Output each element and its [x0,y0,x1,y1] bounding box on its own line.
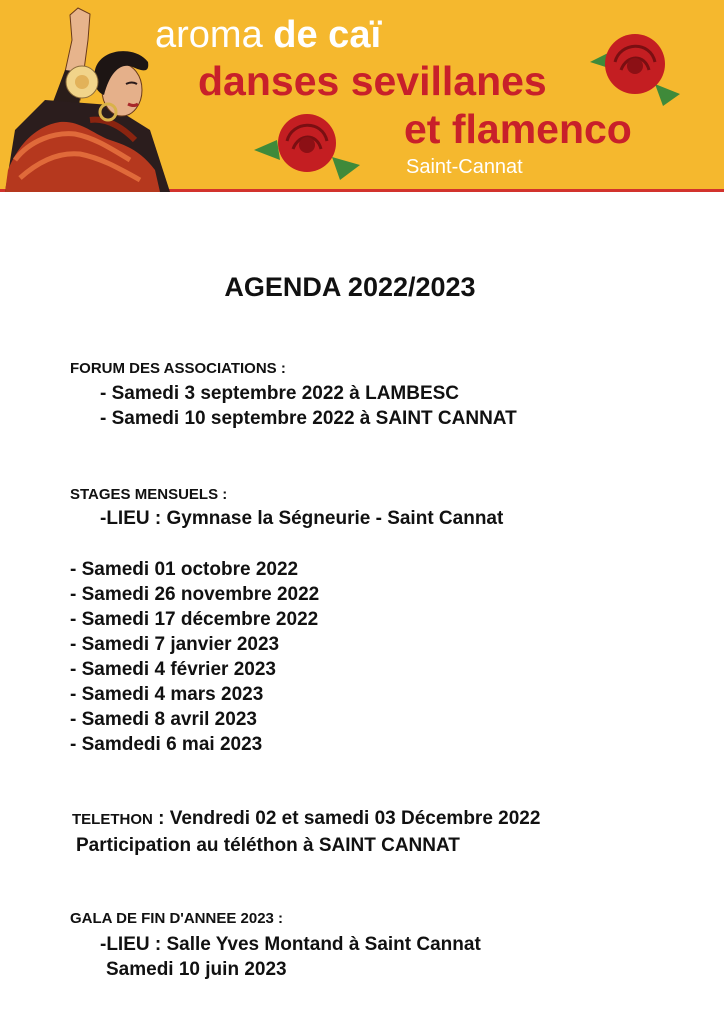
telethon-line [72,808,540,830]
banner-title-line1: danses sevillanes [198,58,547,104]
gala-heading: GALA DE FIN D'ANNEE 2023 : [70,910,284,927]
rose-icon [252,105,362,187]
stage-date: - Samedi 01 octobre 2022 [70,559,299,580]
rose-icon [585,22,685,112]
stage-date: - Samedi 4 mars 2023 [70,684,264,705]
banner-title-line2: et flamenco [404,106,632,152]
telethon-dates: : Vendredi 02 et samedi 03 Décembre 2022 [152,808,541,829]
agenda-title: AGENDA 2022/2023 [224,272,476,302]
telethon-detail: Participation au téléthon à SAINT CANNAT [76,835,460,856]
stages-location: -LIEU : Gymnase la Ségneurie - Saint Cannat [100,508,504,529]
gala-date: Samedi 10 juin 2023 [106,959,287,980]
stage-date: - Samedi 8 avril 2023 [70,709,257,730]
brand-name: aroma de caï [155,14,382,56]
stage-date: - Samedi 7 janvier 2023 [70,634,280,655]
stages-heading: STAGES MENSUELS : [70,486,228,503]
forum-item: - Samedi 3 septembre 2022 à LAMBESC [100,383,460,404]
telethon-heading: TELETHON [72,811,153,828]
stage-date: - Samedi 4 février 2023 [70,659,276,680]
forum-heading: FORUM DES ASSOCIATIONS : [70,360,286,377]
banner-location: Saint-Cannat [406,156,523,178]
stage-date: - Samedi 17 décembre 2022 [70,609,319,630]
stage-date: - Samdedi 6 mai 2023 [70,734,263,755]
forum-item: - Samedi 10 septembre 2022 à SAINT CANNAT [100,408,517,429]
gala-location: -LIEU : Salle Yves Montand à Saint Cannat [100,934,481,955]
stage-date: - Samedi 26 novembre 2022 [70,584,320,605]
